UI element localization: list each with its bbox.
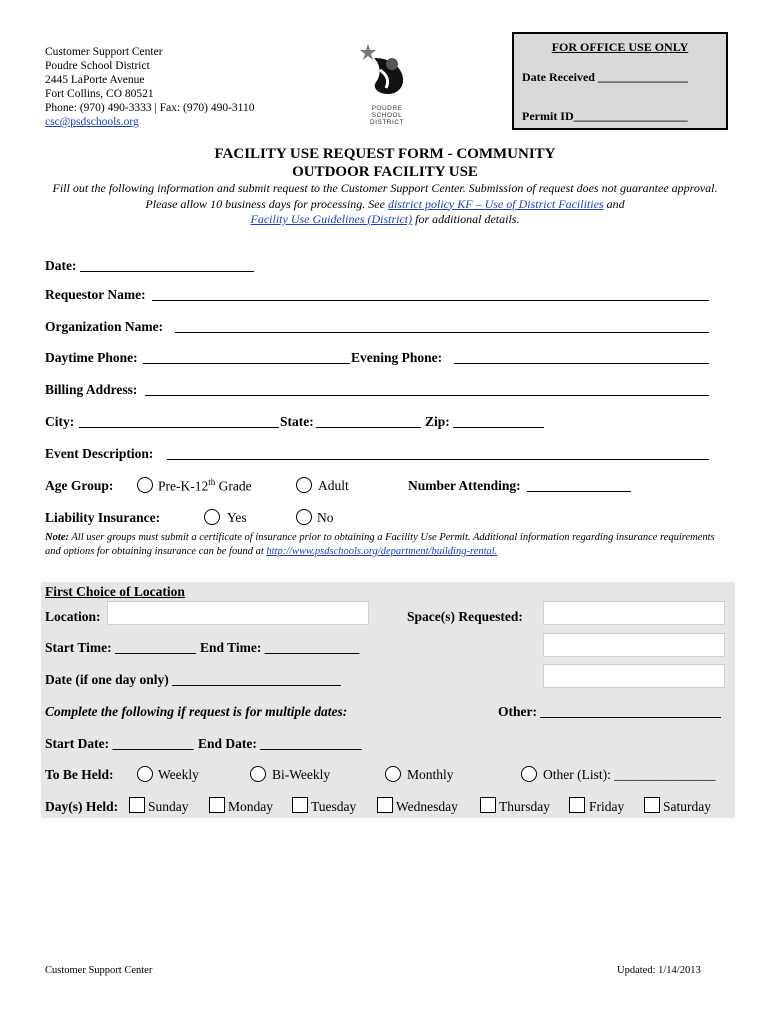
- daytime-phone-input[interactable]: [143, 349, 350, 364]
- start-date-field[interactable]: Start Date: ____________: [45, 736, 194, 751]
- day-tuesday-label: Tuesday: [311, 799, 357, 814]
- city-input[interactable]: [79, 413, 279, 428]
- day-friday-label: Friday: [589, 799, 625, 814]
- held-other-radio[interactable]: [521, 766, 537, 782]
- day-tuesday-checkbox[interactable]: [292, 797, 308, 813]
- state-input[interactable]: [316, 413, 421, 428]
- intro-sentence: Fill out the following information and submit request to the Customer Support Center. Submission of request does not guarantee approval. Please allow 10 business days for processing. See: [52, 181, 718, 211]
- days-held-label: Day(s) Held:: [45, 799, 119, 814]
- office-use-heading: FOR OFFICE USE ONLY: [551, 40, 689, 54]
- intro-and: and: [603, 196, 625, 211]
- intro-tail: for additional details.: [412, 212, 520, 226]
- state-label: State:: [280, 414, 314, 429]
- logo-text: DISTRICT: [370, 119, 404, 126]
- billing-input[interactable]: [145, 381, 709, 396]
- other-input[interactable]: [540, 703, 721, 718]
- day-saturday-label: Saturday: [663, 799, 711, 814]
- event-input[interactable]: [167, 445, 709, 460]
- liability-no-label: No: [317, 510, 334, 525]
- age-prek12-sup: th: [208, 477, 216, 487]
- policy-kf-link[interactable]: district policy KF – Use of District Facilities: [387, 196, 604, 211]
- held-monthly-radio[interactable]: [385, 766, 401, 782]
- age-prek12-text: Pre-K-12: [158, 478, 209, 494]
- held-biweekly-radio[interactable]: [250, 766, 266, 782]
- email-link[interactable]: csc@psdschools.org: [45, 116, 139, 128]
- permit-id-field: Permit ID___________________: [522, 109, 688, 123]
- age-prek12-label: [158, 477, 252, 495]
- held-other-label: Other (List): _______________: [543, 767, 716, 782]
- liability-label: Liability Insurance:: [45, 510, 161, 525]
- insurance-note: [45, 531, 725, 558]
- requestor-label: Requestor Name:: [45, 287, 146, 302]
- contact-line: Phone: (970) 490-3333 | Fax: (970) 490-3110: [45, 102, 255, 114]
- location-heading: First Choice of Location: [45, 584, 185, 599]
- day-sunday-checkbox[interactable]: [129, 797, 145, 813]
- day-wednesday-checkbox[interactable]: [377, 797, 393, 813]
- footer-left: Customer Support Center: [45, 965, 153, 976]
- district-logo: [358, 40, 416, 124]
- logo-text: SCHOOL: [371, 112, 403, 119]
- logo-text: POUDRE: [371, 105, 403, 112]
- evening-phone-label: Evening Phone:: [351, 350, 443, 365]
- other-label: Other:: [498, 704, 537, 719]
- day-monday-label: Monday: [228, 799, 273, 814]
- day-wednesday-label: Wednesday: [396, 799, 458, 814]
- intro-text: [40, 181, 730, 228]
- number-attending-label: Number Attending:: [408, 478, 521, 493]
- daytime-phone-label: Daytime Phone:: [45, 350, 138, 365]
- multiple-dates-label: Complete the following if request is for multiple dates:: [45, 704, 348, 719]
- date-input[interactable]: [80, 257, 254, 272]
- city-label: City:: [45, 414, 75, 429]
- age-prek12-tail: Grade: [215, 478, 252, 494]
- age-group-label: Age Group:: [45, 478, 114, 493]
- spaces-input-2[interactable]: [543, 633, 725, 657]
- contact-line: Poudre School District: [45, 60, 150, 72]
- location-input[interactable]: [107, 601, 369, 625]
- liability-yes-label: Yes: [227, 510, 247, 525]
- held-biweekly-label: Bi-Weekly: [272, 767, 331, 782]
- logo-figure-icon: [358, 40, 416, 100]
- end-date-field[interactable]: End Date: _______________: [198, 736, 362, 751]
- organization-input[interactable]: [175, 318, 709, 333]
- event-label: Event Description:: [45, 446, 154, 461]
- location-label: Location:: [45, 609, 101, 624]
- contact-line: Customer Support Center: [45, 46, 163, 58]
- contact-block: [45, 45, 255, 129]
- date-label: Date:: [45, 258, 77, 273]
- start-time-field[interactable]: Start Time: ____________: [45, 640, 196, 655]
- evening-phone-input[interactable]: [454, 349, 709, 364]
- contact-line: 2445 LaPorte Avenue: [45, 74, 145, 86]
- note-label: Note:: [45, 532, 69, 543]
- facility-guidelines-link[interactable]: Facility Use Guidelines (District): [250, 212, 413, 226]
- building-rental-link[interactable]: http://www.psdschools.org/department/building-rental.: [266, 545, 498, 557]
- zip-input[interactable]: [453, 413, 544, 428]
- note-text: All user groups must submit a certificate of insurance prior to obtaining a Facility Use Permit. Additional information regarding insurance requirements and options for obtaining insurance can be found at: [45, 532, 715, 557]
- footer-updated: Updated: 1/14/2013: [617, 965, 701, 976]
- spaces-label: Space(s) Requested:: [407, 609, 523, 624]
- day-thursday-checkbox[interactable]: [480, 797, 496, 813]
- organization-label: Organization Name:: [45, 319, 164, 334]
- office-use-box: [512, 32, 728, 130]
- form-subtitle: OUTDOOR FACILITY USE: [292, 164, 478, 180]
- liability-yes-radio[interactable]: [204, 509, 220, 525]
- end-time-field[interactable]: End Time: ______________: [200, 640, 360, 655]
- held-monthly-label: Monthly: [407, 767, 454, 782]
- zip-label: Zip:: [425, 414, 450, 429]
- age-adult-radio[interactable]: [296, 477, 312, 493]
- date-received-field: Date Received _______________: [522, 70, 688, 84]
- to-be-held-label: To Be Held:: [45, 767, 114, 782]
- requestor-input[interactable]: [152, 286, 709, 301]
- day-monday-checkbox[interactable]: [209, 797, 225, 813]
- spaces-input-1[interactable]: [543, 601, 725, 625]
- day-sunday-label: Sunday: [148, 799, 189, 814]
- liability-no-radio[interactable]: [296, 509, 312, 525]
- held-weekly-radio[interactable]: [137, 766, 153, 782]
- form-title: FACILITY USE REQUEST FORM - COMMUNITY: [214, 146, 556, 162]
- number-attending-input[interactable]: [527, 477, 631, 492]
- age-prek12-radio[interactable]: [137, 477, 153, 493]
- age-adult-label: Adult: [318, 478, 349, 493]
- billing-label: Billing Address:: [45, 382, 138, 397]
- date-one-day-field[interactable]: Date (if one day only) _________________________: [45, 672, 341, 687]
- day-friday-checkbox[interactable]: [569, 797, 585, 813]
- day-thursday-label: Thursday: [499, 799, 550, 814]
- day-saturday-checkbox[interactable]: [644, 797, 660, 813]
- spaces-input-3[interactable]: [543, 664, 725, 688]
- held-weekly-label: Weekly: [158, 767, 199, 782]
- contact-line: Fort Collins, CO 80521: [45, 88, 154, 100]
